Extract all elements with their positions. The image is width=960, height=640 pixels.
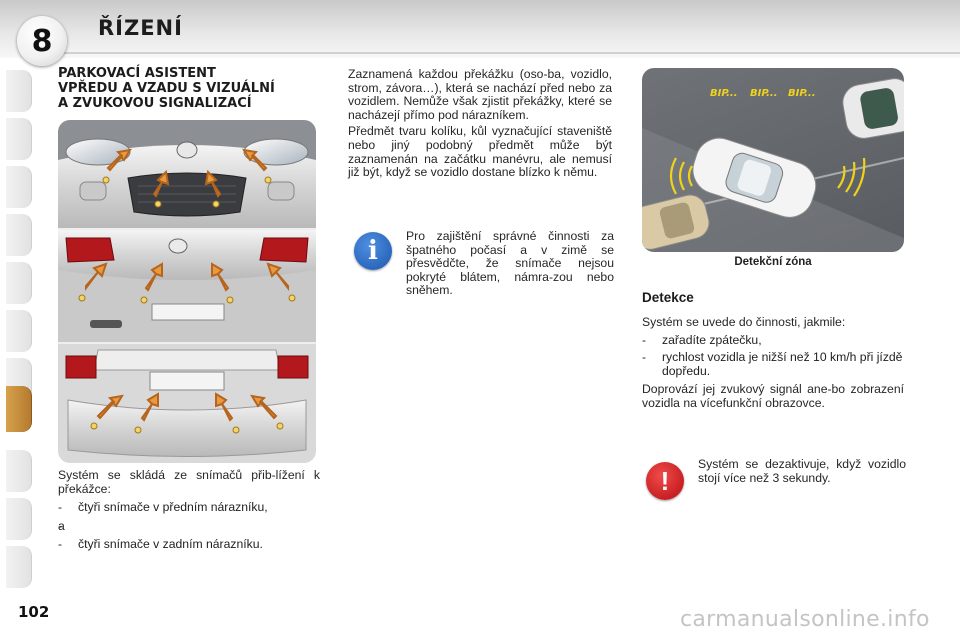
chapter-tab-3[interactable] — [6, 166, 32, 208]
info-icon: i — [354, 232, 392, 270]
connector-word — [58, 520, 320, 534]
info-note — [352, 226, 614, 298]
chapter-tab-6[interactable] — [6, 310, 32, 352]
chapter-number-badge: 8 — [17, 16, 67, 66]
bumper-sensor-illustration — [58, 120, 316, 463]
chapter-tab-2[interactable] — [6, 118, 32, 160]
signal-paragraph: Doprovází jej zvukový signál ane-bo zobrazení vozidla na vícefunkční obrazovce. — [642, 382, 904, 410]
obstacle-paragraph: Zaznamená každou překážku (oso-ba, vozidlo, strom, závora…), která se nachází před nebo za vozidlem. Nemůže však zjistit překážky, které se nacházejí přímo pod nárazníkem. — [348, 67, 612, 122]
rear-sensors-bullet: - čtyři snímače v zadním nárazníku. — [58, 538, 320, 552]
chapter-tab-strip — [0, 70, 34, 590]
chapter-tab-10[interactable] — [6, 498, 32, 540]
sensor-intro: Systém se skládá ze snímačů přib-lížení k překážce: — [58, 468, 320, 496]
chapter-tab-1[interactable] — [6, 70, 32, 112]
header-divider — [40, 52, 960, 54]
warning-note-text: Systém se dezaktivuje, když vozidlo stojí více než 3 sekundy. — [698, 457, 906, 485]
detection-subheading: Detekce — [642, 290, 694, 305]
column-3-text — [642, 316, 904, 411]
beep-label-1: BIP... — [710, 88, 738, 99]
section-title — [58, 66, 328, 111]
chapter-tab-4[interactable] — [6, 214, 32, 256]
reverse-gear-bullet: - zařadíte zpátečku, — [642, 334, 904, 348]
front-sensors-bullet: - čtyři snímače v předním nárazníku, — [58, 501, 320, 515]
watermark: carmanualsonline.info — [680, 607, 930, 632]
bumper-illustration-svg — [58, 120, 316, 463]
page-number: 102 — [18, 603, 50, 621]
column-2-text — [348, 68, 612, 180]
warning-exclamation-icon: ! — [646, 462, 684, 500]
speed-bullet: - rychlost vozidla je nižší než 10 km/h při jízdě dopředu. — [642, 351, 904, 378]
section-title-line-2: VPŘEDU A VZADU S VIZUÁLNÍ — [58, 81, 275, 96]
detection-zone-caption: Detekční zóna — [734, 256, 812, 268]
beep-label-3: BIP... — [788, 88, 816, 99]
stake-paragraph: Předmět tvaru kolíku, kůl vyznačující staveniště nebo jiný podobný předmět může být zaznamenán na začátku manévru, ale nemusí již být, když se vozidlo dostane blízko k němu. — [348, 124, 612, 180]
section-title-line-1: PARKOVACÍ ASISTENT — [58, 66, 216, 81]
chapter-title: ŘÍZENÍ — [98, 16, 183, 40]
activation-intro: Systém se uvede do činnosti, jakmile: — [642, 315, 846, 329]
chapter-tab-11[interactable] — [6, 546, 32, 588]
connector-text: a — [58, 518, 65, 533]
info-note-text: Pro zajištění správné činnosti za špatného počasí a v zimě se přesvědčte, že snímače nejsou pokryté blátem, námra-zou nebo sněhem. — [406, 229, 614, 298]
warning-note — [644, 456, 906, 504]
detection-zone-svg — [642, 68, 904, 252]
chapter-tab-9[interactable] — [6, 450, 32, 492]
beep-label-2: BIP... — [750, 88, 778, 99]
chapter-tab-5[interactable] — [6, 262, 32, 304]
column-1-text — [58, 469, 320, 552]
chapter-tab-8-active[interactable] — [6, 386, 32, 432]
detection-zone-illustration — [642, 68, 904, 252]
section-title-line-3: A ZVUKOVOU SIGNALIZACÍ — [58, 96, 252, 111]
